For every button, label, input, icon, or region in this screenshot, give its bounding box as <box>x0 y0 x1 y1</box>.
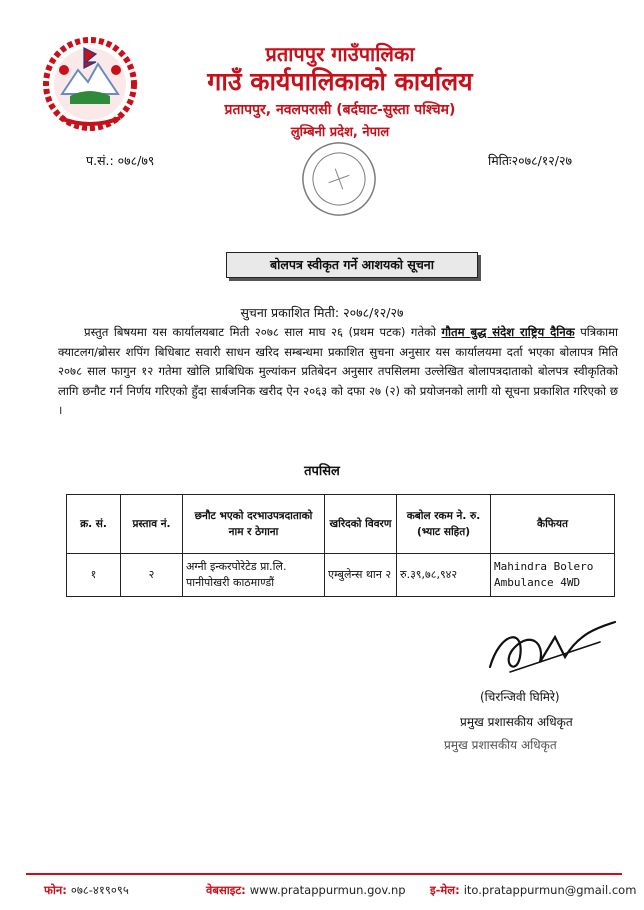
letter-date: मितिः२०७८/१२/२७ <box>487 153 572 168</box>
cell-bidder: अग्नी इन्करपोरेटेड प्रा.लि. पानीपोखरी काठमाण्डौं <box>183 554 325 597</box>
cell-remarks: Mahindra Bolero Ambulance 4WD <box>491 554 615 597</box>
signature-mark <box>470 612 620 687</box>
signatory-title-stamp: प्रमुख प्रशासकीय अधिकृत <box>444 738 557 752</box>
col-header-proposal-no: प्रस्ताव नं. <box>121 495 183 554</box>
schedule-title: तपसिल <box>304 464 340 479</box>
website-label: वेबसाइट: <box>206 883 246 897</box>
municipality-name: प्रतापपुर गाउँपालिका <box>265 42 415 66</box>
province-country: लुम्बिनी प्रदेश, नेपाल <box>290 125 390 140</box>
subject-title: बोलपत्र स्वीकृत गर्ने आशयको सूचना <box>226 252 478 278</box>
phone-label: फोन: <box>44 883 67 897</box>
office-name: गाउँ कार्यपालिकाको कार्यालय <box>207 67 473 96</box>
signatory-name: (चिरन्जिवी घिमिरे) <box>480 690 560 704</box>
col-header-description: खरिदको विवरण <box>325 495 397 554</box>
cell-description: एम्बुलेन्स थान २ <box>325 554 397 597</box>
table-header-row <box>67 495 615 554</box>
website-link[interactable]: www.pratappurmun.gov.np <box>249 883 406 897</box>
table-row <box>67 554 615 597</box>
signatory-title: प्रमुख प्रशासकीय अधिकृत <box>460 715 573 729</box>
office-address: प्रतापपुर, नवलपरासी (बर्दघाट-सुस्ता पश्चिम) <box>224 102 456 118</box>
body-part2: पत्रिकामा क्याटलग/ब्रोसर शपिंग बिधिबाट सवारी साधन खरिद सम्बन्धमा प्रकाशित सुचना अनुसार यस कार्यालयमा दर्ता भएका बोलापत्र मिति २०७८ साल फागुन १२ गतेमा खोलि प्राबिधिक मुल्यांकन प्रतिबेदन अनुसार तपसिलमा उल्लेखित बोलापत्रदाताको बोलपत्र स्वीकृतिको लागि छनौट गर्न निर्णय गरिएको हुँदा सार्बजनिक खरीद ऐन २०६३ को दफा २७ (२) को प्रयोजनको लागी यो सूचना प्रकाशित गरिएको छ । <box>58 325 619 418</box>
email-label: इ-मेल: <box>430 883 460 897</box>
letter-number: प.सं.: ०७८/७९ <box>86 153 155 168</box>
footer-website <box>206 883 406 898</box>
newspaper-name: गौतम बुद्ध संदेश राष्ट्रिय दैनिक <box>441 325 575 339</box>
cell-sn: १ <box>67 554 121 597</box>
published-date: सुचना प्रकाशित मिती: २०७८/१२/२७ <box>240 305 404 320</box>
phone-value: ०७८-४१९०९५ <box>70 883 129 897</box>
selection-table <box>66 494 615 597</box>
footer-email <box>430 883 636 898</box>
email-link[interactable]: ito.pratappurmun@gmail.com <box>463 883 637 897</box>
body-part1: प्रस्तुत बिषयमा यस कार्यालयबाट मिती २०७८ साल माघ २६ (प्रथम पटक) गतेको <box>84 325 436 339</box>
col-header-remarks: कैफियत <box>491 495 615 554</box>
footer-phone <box>44 883 129 898</box>
notice-body <box>58 323 618 421</box>
cell-amount: रु.३९,७८,९४२ <box>397 554 491 597</box>
col-header-amount: कबोल रकम ने. रु. (भ्याट सहित) <box>397 495 491 554</box>
cell-proposal-no: २ <box>121 554 183 597</box>
col-header-sn: क्र. सं. <box>67 495 121 554</box>
footer-divider <box>26 873 622 875</box>
nepal-emblem-icon <box>40 34 140 132</box>
office-stamp-icon <box>289 129 389 229</box>
col-header-bidder: छनौट भएको दरभाउपत्रदाताको नाम र ठेगाना <box>183 495 325 554</box>
